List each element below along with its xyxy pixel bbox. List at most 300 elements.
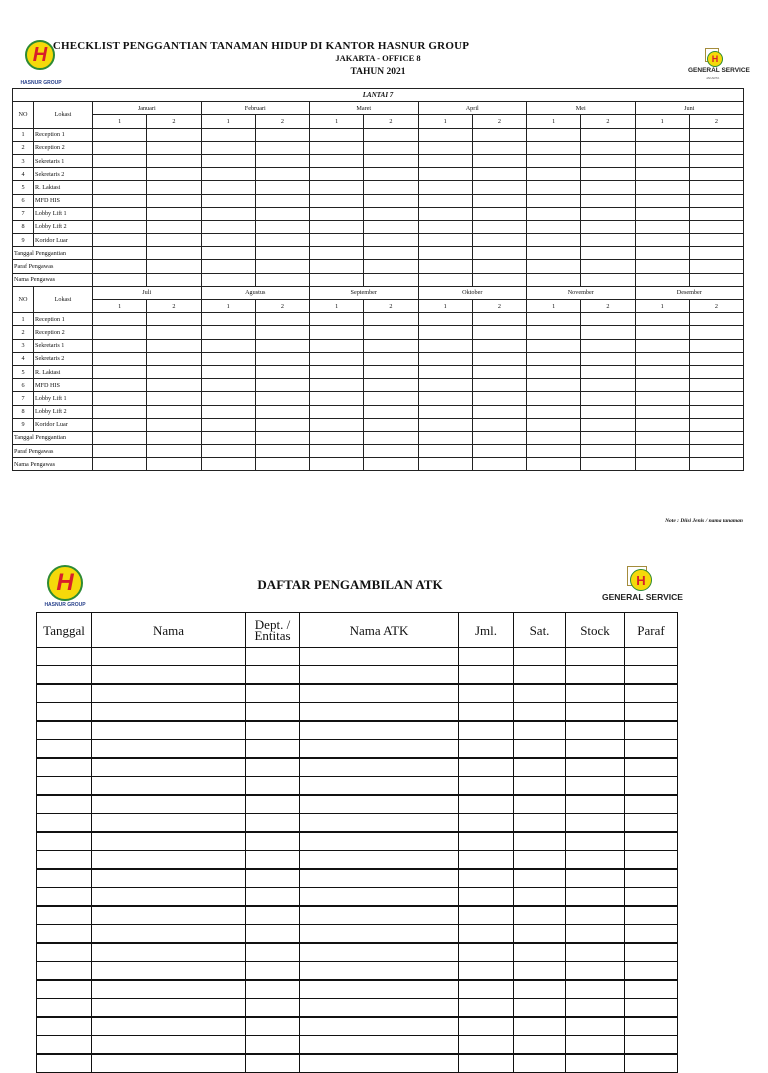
check-cell[interactable] (147, 326, 201, 339)
check-cell[interactable] (201, 313, 255, 326)
atk-cell[interactable] (37, 999, 92, 1018)
atk-cell[interactable] (514, 684, 566, 703)
check-cell[interactable] (418, 154, 472, 167)
check-cell[interactable] (255, 365, 309, 378)
atk-cell[interactable] (92, 684, 246, 703)
signature-cell[interactable] (418, 247, 472, 260)
signature-cell[interactable] (364, 445, 418, 458)
atk-cell[interactable] (37, 648, 92, 666)
check-cell[interactable] (255, 418, 309, 431)
atk-cell[interactable] (92, 666, 246, 685)
atk-cell[interactable] (300, 814, 459, 833)
check-cell[interactable] (201, 339, 255, 352)
check-cell[interactable] (93, 418, 147, 431)
signature-cell[interactable] (635, 431, 689, 444)
check-cell[interactable] (527, 392, 581, 405)
check-cell[interactable] (310, 326, 364, 339)
atk-cell[interactable] (300, 1054, 459, 1073)
atk-cell[interactable] (566, 888, 625, 907)
check-cell[interactable] (255, 234, 309, 247)
atk-cell[interactable] (300, 1036, 459, 1055)
atk-cell[interactable] (566, 999, 625, 1018)
atk-cell[interactable] (246, 980, 300, 999)
check-cell[interactable] (147, 220, 201, 233)
atk-cell[interactable] (92, 795, 246, 814)
check-cell[interactable] (310, 352, 364, 365)
atk-cell[interactable] (300, 648, 459, 666)
check-cell[interactable] (418, 234, 472, 247)
signature-cell[interactable] (364, 273, 418, 286)
check-cell[interactable] (310, 379, 364, 392)
check-cell[interactable] (310, 365, 364, 378)
check-cell[interactable] (635, 220, 689, 233)
atk-cell[interactable] (625, 703, 678, 722)
atk-cell[interactable] (246, 962, 300, 981)
atk-cell[interactable] (566, 1036, 625, 1055)
check-cell[interactable] (201, 220, 255, 233)
check-cell[interactable] (364, 128, 418, 141)
check-cell[interactable] (635, 352, 689, 365)
check-cell[interactable] (201, 418, 255, 431)
atk-cell[interactable] (514, 962, 566, 981)
atk-cell[interactable] (514, 703, 566, 722)
atk-cell[interactable] (300, 777, 459, 796)
check-cell[interactable] (93, 313, 147, 326)
atk-cell[interactable] (37, 832, 92, 851)
atk-cell[interactable] (514, 666, 566, 685)
atk-cell[interactable] (37, 703, 92, 722)
check-cell[interactable] (635, 418, 689, 431)
check-cell[interactable] (310, 234, 364, 247)
check-cell[interactable] (635, 313, 689, 326)
check-cell[interactable] (472, 392, 526, 405)
signature-cell[interactable] (418, 445, 472, 458)
check-cell[interactable] (310, 207, 364, 220)
signature-cell[interactable] (255, 445, 309, 458)
atk-cell[interactable] (37, 684, 92, 703)
atk-cell[interactable] (300, 943, 459, 962)
atk-cell[interactable] (625, 1017, 678, 1036)
signature-cell[interactable] (689, 445, 743, 458)
atk-cell[interactable] (37, 758, 92, 777)
check-cell[interactable] (93, 154, 147, 167)
atk-cell[interactable] (514, 777, 566, 796)
atk-cell[interactable] (246, 666, 300, 685)
atk-cell[interactable] (246, 851, 300, 870)
check-cell[interactable] (364, 207, 418, 220)
check-cell[interactable] (201, 207, 255, 220)
check-cell[interactable] (527, 220, 581, 233)
atk-cell[interactable] (92, 869, 246, 888)
atk-cell[interactable] (92, 832, 246, 851)
signature-cell[interactable] (527, 431, 581, 444)
check-cell[interactable] (689, 339, 743, 352)
check-cell[interactable] (93, 234, 147, 247)
signature-cell[interactable] (418, 458, 472, 471)
check-cell[interactable] (472, 352, 526, 365)
atk-cell[interactable] (625, 721, 678, 740)
atk-cell[interactable] (459, 795, 514, 814)
signature-cell[interactable] (93, 445, 147, 458)
signature-cell[interactable] (472, 273, 526, 286)
check-cell[interactable] (581, 418, 635, 431)
check-cell[interactable] (93, 339, 147, 352)
atk-cell[interactable] (300, 703, 459, 722)
atk-cell[interactable] (37, 925, 92, 944)
signature-cell[interactable] (201, 247, 255, 260)
check-cell[interactable] (527, 326, 581, 339)
signature-cell[interactable] (635, 260, 689, 273)
atk-cell[interactable] (566, 721, 625, 740)
atk-cell[interactable] (514, 1036, 566, 1055)
check-cell[interactable] (689, 405, 743, 418)
check-cell[interactable] (201, 405, 255, 418)
check-cell[interactable] (635, 339, 689, 352)
atk-cell[interactable] (37, 740, 92, 759)
check-cell[interactable] (255, 194, 309, 207)
atk-cell[interactable] (300, 758, 459, 777)
check-cell[interactable] (255, 326, 309, 339)
check-cell[interactable] (364, 220, 418, 233)
check-cell[interactable] (581, 379, 635, 392)
atk-cell[interactable] (300, 906, 459, 925)
atk-cell[interactable] (37, 888, 92, 907)
check-cell[interactable] (472, 141, 526, 154)
atk-cell[interactable] (459, 1036, 514, 1055)
atk-cell[interactable] (92, 906, 246, 925)
check-cell[interactable] (689, 194, 743, 207)
signature-cell[interactable] (635, 273, 689, 286)
atk-cell[interactable] (625, 684, 678, 703)
signature-cell[interactable] (418, 431, 472, 444)
check-cell[interactable] (201, 234, 255, 247)
check-cell[interactable] (527, 234, 581, 247)
signature-cell[interactable] (93, 458, 147, 471)
atk-cell[interactable] (566, 980, 625, 999)
check-cell[interactable] (310, 405, 364, 418)
signature-cell[interactable] (472, 260, 526, 273)
atk-cell[interactable] (300, 962, 459, 981)
atk-cell[interactable] (92, 740, 246, 759)
atk-cell[interactable] (459, 832, 514, 851)
check-cell[interactable] (310, 220, 364, 233)
signature-cell[interactable] (527, 273, 581, 286)
check-cell[interactable] (581, 154, 635, 167)
atk-cell[interactable] (37, 795, 92, 814)
atk-cell[interactable] (92, 703, 246, 722)
atk-cell[interactable] (246, 925, 300, 944)
check-cell[interactable] (255, 339, 309, 352)
check-cell[interactable] (418, 365, 472, 378)
check-cell[interactable] (635, 405, 689, 418)
check-cell[interactable] (147, 181, 201, 194)
atk-cell[interactable] (459, 740, 514, 759)
check-cell[interactable] (527, 128, 581, 141)
check-cell[interactable] (255, 220, 309, 233)
check-cell[interactable] (364, 181, 418, 194)
check-cell[interactable] (147, 234, 201, 247)
check-cell[interactable] (364, 418, 418, 431)
atk-cell[interactable] (625, 962, 678, 981)
signature-cell[interactable] (472, 445, 526, 458)
check-cell[interactable] (93, 352, 147, 365)
atk-cell[interactable] (625, 1054, 678, 1073)
check-cell[interactable] (689, 234, 743, 247)
atk-cell[interactable] (92, 758, 246, 777)
signature-cell[interactable] (689, 260, 743, 273)
atk-cell[interactable] (459, 943, 514, 962)
check-cell[interactable] (472, 234, 526, 247)
atk-cell[interactable] (625, 925, 678, 944)
check-cell[interactable] (418, 339, 472, 352)
check-cell[interactable] (364, 326, 418, 339)
atk-cell[interactable] (459, 962, 514, 981)
check-cell[interactable] (201, 154, 255, 167)
check-cell[interactable] (255, 392, 309, 405)
atk-cell[interactable] (246, 648, 300, 666)
check-cell[interactable] (255, 154, 309, 167)
atk-cell[interactable] (246, 721, 300, 740)
atk-cell[interactable] (246, 832, 300, 851)
atk-cell[interactable] (459, 814, 514, 833)
check-cell[interactable] (364, 405, 418, 418)
signature-cell[interactable] (310, 260, 364, 273)
atk-cell[interactable] (514, 1054, 566, 1073)
check-cell[interactable] (689, 207, 743, 220)
check-cell[interactable] (527, 405, 581, 418)
check-cell[interactable] (201, 365, 255, 378)
atk-cell[interactable] (459, 888, 514, 907)
check-cell[interactable] (418, 128, 472, 141)
atk-cell[interactable] (246, 1036, 300, 1055)
check-cell[interactable] (581, 313, 635, 326)
atk-cell[interactable] (514, 980, 566, 999)
check-cell[interactable] (527, 313, 581, 326)
check-cell[interactable] (310, 313, 364, 326)
check-cell[interactable] (581, 234, 635, 247)
check-cell[interactable] (93, 405, 147, 418)
check-cell[interactable] (255, 379, 309, 392)
check-cell[interactable] (93, 326, 147, 339)
check-cell[interactable] (310, 418, 364, 431)
atk-cell[interactable] (514, 1017, 566, 1036)
signature-cell[interactable] (201, 431, 255, 444)
atk-cell[interactable] (514, 906, 566, 925)
signature-cell[interactable] (581, 431, 635, 444)
atk-cell[interactable] (514, 795, 566, 814)
atk-cell[interactable] (300, 684, 459, 703)
atk-cell[interactable] (300, 832, 459, 851)
check-cell[interactable] (472, 339, 526, 352)
atk-cell[interactable] (246, 1054, 300, 1073)
atk-cell[interactable] (566, 703, 625, 722)
atk-cell[interactable] (37, 851, 92, 870)
atk-cell[interactable] (37, 906, 92, 925)
signature-cell[interactable] (255, 273, 309, 286)
atk-cell[interactable] (459, 906, 514, 925)
check-cell[interactable] (147, 352, 201, 365)
atk-cell[interactable] (37, 962, 92, 981)
signature-cell[interactable] (201, 445, 255, 458)
atk-cell[interactable] (37, 1036, 92, 1055)
check-cell[interactable] (364, 365, 418, 378)
check-cell[interactable] (418, 220, 472, 233)
check-cell[interactable] (689, 168, 743, 181)
signature-cell[interactable] (147, 431, 201, 444)
check-cell[interactable] (418, 392, 472, 405)
atk-cell[interactable] (92, 648, 246, 666)
atk-cell[interactable] (246, 703, 300, 722)
signature-cell[interactable] (147, 273, 201, 286)
atk-cell[interactable] (514, 814, 566, 833)
atk-cell[interactable] (625, 1036, 678, 1055)
check-cell[interactable] (581, 392, 635, 405)
check-cell[interactable] (201, 392, 255, 405)
check-cell[interactable] (310, 181, 364, 194)
signature-cell[interactable] (581, 260, 635, 273)
atk-cell[interactable] (92, 888, 246, 907)
check-cell[interactable] (418, 418, 472, 431)
check-cell[interactable] (581, 168, 635, 181)
signature-cell[interactable] (201, 458, 255, 471)
check-cell[interactable] (472, 313, 526, 326)
atk-cell[interactable] (459, 684, 514, 703)
atk-cell[interactable] (246, 943, 300, 962)
check-cell[interactable] (581, 207, 635, 220)
check-cell[interactable] (364, 168, 418, 181)
check-cell[interactable] (255, 352, 309, 365)
check-cell[interactable] (635, 168, 689, 181)
atk-cell[interactable] (625, 943, 678, 962)
check-cell[interactable] (689, 128, 743, 141)
atk-cell[interactable] (566, 925, 625, 944)
signature-cell[interactable] (255, 247, 309, 260)
atk-cell[interactable] (459, 980, 514, 999)
signature-cell[interactable] (255, 431, 309, 444)
atk-cell[interactable] (92, 814, 246, 833)
atk-cell[interactable] (566, 740, 625, 759)
check-cell[interactable] (310, 194, 364, 207)
atk-cell[interactable] (300, 999, 459, 1018)
check-cell[interactable] (689, 220, 743, 233)
signature-cell[interactable] (93, 273, 147, 286)
check-cell[interactable] (93, 392, 147, 405)
atk-cell[interactable] (514, 999, 566, 1018)
check-cell[interactable] (93, 365, 147, 378)
atk-cell[interactable] (459, 1054, 514, 1073)
atk-cell[interactable] (300, 980, 459, 999)
check-cell[interactable] (635, 181, 689, 194)
atk-cell[interactable] (514, 925, 566, 944)
check-cell[interactable] (201, 128, 255, 141)
signature-cell[interactable] (147, 260, 201, 273)
check-cell[interactable] (364, 392, 418, 405)
signature-cell[interactable] (310, 247, 364, 260)
check-cell[interactable] (93, 181, 147, 194)
check-cell[interactable] (93, 220, 147, 233)
check-cell[interactable] (147, 392, 201, 405)
signature-cell[interactable] (93, 247, 147, 260)
atk-cell[interactable] (459, 703, 514, 722)
check-cell[interactable] (147, 379, 201, 392)
check-cell[interactable] (472, 181, 526, 194)
check-cell[interactable] (418, 352, 472, 365)
check-cell[interactable] (689, 141, 743, 154)
check-cell[interactable] (689, 418, 743, 431)
check-cell[interactable] (310, 392, 364, 405)
check-cell[interactable] (689, 154, 743, 167)
atk-cell[interactable] (625, 795, 678, 814)
atk-cell[interactable] (459, 666, 514, 685)
check-cell[interactable] (418, 181, 472, 194)
atk-cell[interactable] (566, 851, 625, 870)
check-cell[interactable] (472, 326, 526, 339)
atk-cell[interactable] (92, 851, 246, 870)
atk-cell[interactable] (566, 648, 625, 666)
check-cell[interactable] (418, 313, 472, 326)
check-cell[interactable] (472, 128, 526, 141)
check-cell[interactable] (93, 128, 147, 141)
atk-cell[interactable] (459, 851, 514, 870)
check-cell[interactable] (310, 339, 364, 352)
atk-cell[interactable] (566, 943, 625, 962)
atk-cell[interactable] (246, 795, 300, 814)
check-cell[interactable] (581, 220, 635, 233)
check-cell[interactable] (472, 154, 526, 167)
atk-cell[interactable] (37, 721, 92, 740)
signature-cell[interactable] (255, 458, 309, 471)
atk-cell[interactable] (246, 684, 300, 703)
check-cell[interactable] (147, 405, 201, 418)
atk-cell[interactable] (300, 666, 459, 685)
check-cell[interactable] (472, 194, 526, 207)
atk-cell[interactable] (514, 721, 566, 740)
check-cell[interactable] (147, 128, 201, 141)
signature-cell[interactable] (527, 260, 581, 273)
check-cell[interactable] (418, 379, 472, 392)
atk-cell[interactable] (625, 740, 678, 759)
atk-cell[interactable] (92, 980, 246, 999)
check-cell[interactable] (527, 141, 581, 154)
check-cell[interactable] (255, 141, 309, 154)
atk-cell[interactable] (92, 999, 246, 1018)
check-cell[interactable] (147, 365, 201, 378)
signature-cell[interactable] (93, 431, 147, 444)
check-cell[interactable] (364, 352, 418, 365)
atk-cell[interactable] (300, 1017, 459, 1036)
atk-cell[interactable] (300, 721, 459, 740)
check-cell[interactable] (93, 207, 147, 220)
check-cell[interactable] (201, 379, 255, 392)
check-cell[interactable] (527, 181, 581, 194)
check-cell[interactable] (689, 326, 743, 339)
atk-cell[interactable] (92, 925, 246, 944)
atk-cell[interactable] (246, 999, 300, 1018)
signature-cell[interactable] (472, 458, 526, 471)
check-cell[interactable] (689, 181, 743, 194)
signature-cell[interactable] (689, 273, 743, 286)
signature-cell[interactable] (93, 260, 147, 273)
atk-cell[interactable] (459, 777, 514, 796)
check-cell[interactable] (635, 207, 689, 220)
signature-cell[interactable] (635, 247, 689, 260)
check-cell[interactable] (255, 128, 309, 141)
check-cell[interactable] (201, 141, 255, 154)
check-cell[interactable] (689, 392, 743, 405)
check-cell[interactable] (418, 405, 472, 418)
check-cell[interactable] (147, 313, 201, 326)
signature-cell[interactable] (310, 431, 364, 444)
